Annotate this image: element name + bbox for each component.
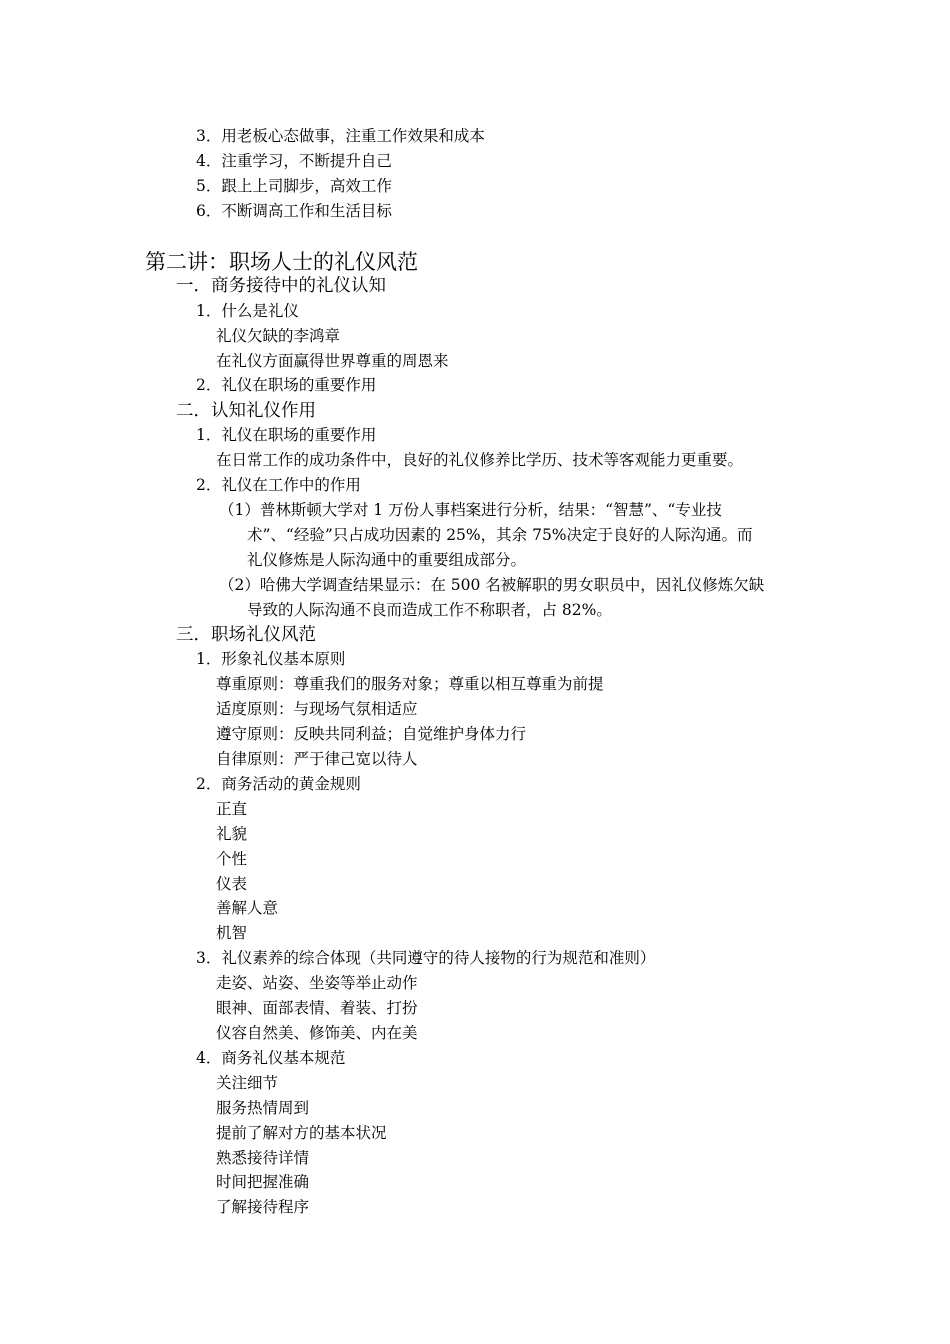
list-item: 正直	[216, 800, 248, 818]
list-item: 在礼仪方面赢得世界尊重的周恩来	[216, 352, 449, 370]
section-heading: 三．职场礼仪风范	[176, 625, 316, 645]
list-item: 仪表	[216, 875, 248, 893]
list-item: 仪容自然美、修饰美、内在美	[216, 1024, 418, 1042]
list-item: 自律原则：严于律己宽以待人	[216, 750, 418, 768]
subsection-heading: 2．商务活动的黄金规则	[196, 775, 361, 793]
subsection-heading: 2．礼仪在工作中的作用	[196, 476, 361, 494]
list-item: 关注细节	[216, 1074, 279, 1092]
list-item: 遵守原则：反映共同利益；自觉维护身体力行	[216, 725, 527, 743]
list-item: 适度原则：与现场气氛相适应	[216, 700, 418, 718]
list-item: 礼貌	[216, 825, 248, 843]
list-item: 走姿、站姿、坐姿等举止动作	[216, 974, 418, 992]
list-item: 了解接待程序	[216, 1198, 310, 1216]
paragraph-line: 在日常工作的成功条件中，良好的礼仪修养比学历、技术等客观能力更重要。	[216, 451, 744, 469]
list-item: 个性	[216, 850, 248, 868]
list-item: 服务热情周到	[216, 1099, 310, 1117]
paragraph-line: （1）普林斯顿大学对 1 万份人事档案进行分析，结果：“智慧”、“专业技	[219, 501, 722, 519]
list-item: 熟悉接待详情	[216, 1149, 310, 1167]
list-item: 善解人意	[216, 899, 279, 917]
lecture-title: 第二讲：职场人士的礼仪风范	[145, 250, 418, 274]
list-item: 机智	[216, 924, 248, 942]
subsection-heading: 3．礼仪素养的综合体现（共同遵守的待人接物的行为规范和准则）	[196, 949, 656, 967]
subsection-heading: 1．礼仪在职场的重要作用	[196, 426, 377, 444]
list-item: 5．跟上上司脚步，高效工作	[196, 177, 392, 195]
list-item: 时间把握准确	[216, 1173, 310, 1191]
paragraph-line: 礼仪修炼是人际沟通中的重要组成部分。	[247, 551, 527, 569]
paragraph-line: 术”、“经验”只占成功因素的 25%，其余 75%决定于良好的人际沟通。而	[247, 526, 753, 544]
subsection-heading: 2．礼仪在职场的重要作用	[196, 376, 377, 394]
paragraph-line: （2）哈佛大学调查结果显示：在 500 名被解职的男女职员中，因礼仪修炼欠缺	[219, 576, 765, 594]
list-item: 眼神、面部表情、着装、打扮	[216, 999, 418, 1017]
list-item: 尊重原则：尊重我们的服务对象；尊重以相互尊重为前提	[216, 675, 604, 693]
subsection-heading: 1．什么是礼仪	[196, 302, 299, 320]
list-item: 3．用老板心态做事，注重工作效果和成本	[196, 127, 485, 145]
subsection-heading: 1．形象礼仪基本原则	[196, 650, 346, 668]
list-item: 提前了解对方的基本状况	[216, 1124, 387, 1142]
paragraph-line: 导致的人际沟通不良而造成工作不称职者，占 82%。	[247, 601, 612, 619]
section-heading: 一．商务接待中的礼仪认知	[176, 276, 386, 296]
list-item: 4．注重学习，不断提升自己	[196, 152, 392, 170]
section-heading: 二．认知礼仪作用	[176, 401, 316, 421]
subsection-heading: 4．商务礼仪基本规范	[196, 1049, 346, 1067]
list-item: 礼仪欠缺的李鸿章	[216, 327, 341, 345]
list-item: 6．不断调高工作和生活目标	[196, 202, 392, 220]
